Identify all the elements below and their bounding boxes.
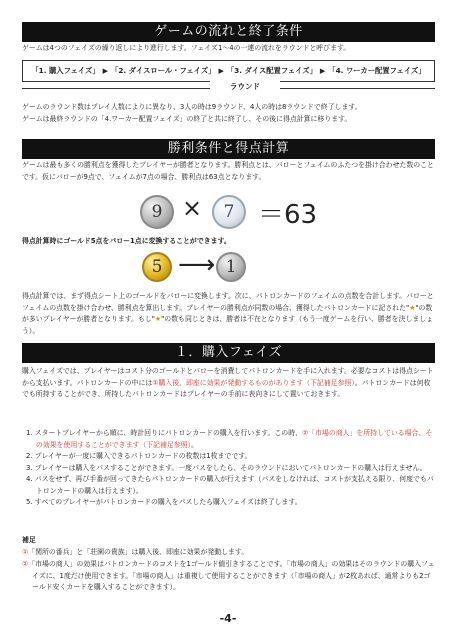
valor-medal-icon	[216, 252, 246, 282]
phase-2-label: 「2. ダイスロール・フェイズ」	[111, 66, 216, 75]
round-line-right	[280, 88, 435, 89]
supplement-2-text: 「市場の商人」の効果はパトロンカードのコストを1ゴールド値引きすることです。「市場の商人」の効果はそのラウンドの購入フェイズに、1度だけ使用できます。「市場の商人」は重複して使用することができます（「市場の商人」が2枚あれば、通常よりも2ゴールド安くカードを購入することができます）。	[28, 560, 435, 591]
fame-wreath-icon	[212, 195, 246, 229]
list-item	[22, 428, 436, 451]
gold-conversion-note: 得点計算時にゴールド5点をバロー1点に変換することができます。	[22, 237, 231, 245]
list-item	[22, 463, 436, 475]
flow-rounds-text: ゲームのラウンド数はプレイ人数によりに異なり、3人の時は9ラウンド、4人の時は8ラウンドで終了します。	[22, 103, 362, 111]
section-title-victory: 勝利条件と得点計算	[22, 139, 435, 159]
flow-end-text: ゲームは最終ラウンドの「4.ワーカー配置フェイズ」の終了と共に終了し、その後に得点計算に移ります。	[22, 115, 352, 123]
arrow-icon: ▶	[218, 67, 224, 75]
purchase-intro-part1: 購入フェイズでは、プレイヤーはコスト分のゴールドとバローを消費してパトロンカードを手に入れます。必要なコストは得点シートから支払います。パトロンカードの中には	[22, 367, 434, 387]
purchase-intro-red: ①購入後、即座に効果が発動するものがあります（下記補足参照）	[152, 378, 355, 387]
list-item	[22, 497, 436, 509]
round-line-left	[22, 88, 212, 89]
purchase-intro	[22, 366, 436, 401]
phase-3-label: 「3. ダイス配置フェイズ」	[226, 66, 317, 75]
list-item	[22, 451, 436, 463]
valor-medal-value: 9	[151, 202, 163, 222]
supplement-2	[22, 559, 436, 594]
multiply-sign: ×	[182, 194, 203, 222]
step-text-red: ②「市場の商人」を所持している場合、その効果を使用することができます（下記補足参照）	[36, 429, 433, 449]
purchase-intro-part2: 。パトロンカードは何枚でも所持することができ、所持したパトロンカードはプレイヤーの手前に表向きにして置いておきます。	[22, 378, 431, 398]
purchase-steps-list	[22, 428, 436, 509]
step-text: 1. スタートプレイヤーから順に、時計回りにパトロンカードの購入を行います。この時、	[26, 429, 302, 437]
supplement-1	[22, 547, 436, 559]
round-label: ラウンド	[210, 81, 280, 93]
phase-1-label: 「1. 購入フェイズ」	[31, 66, 100, 75]
gold-coin-icon	[142, 252, 172, 282]
score-calculation-text	[22, 291, 436, 337]
score-text-part3: "の数も同じときは、勝者は不在となります（もう一度ゲームを行い、勝者を決しましょう）。	[22, 315, 434, 335]
arrow-icon: ▶	[319, 67, 326, 75]
victory-explanation: ゲームは最も多くの勝利点を獲得したプレイヤーが勝者となります。勝利点とは、バローとフェイムのふたつを掛け合わせた数のことです。仮にバローが9点で、フェイムが7点の場合、勝利点は63点となります。	[22, 161, 434, 181]
gold-coin-value: 5	[151, 257, 163, 277]
step-text: 3. プレイヤーは購入をパスすることができます。一度パスをしたら、そのラウンドにおいてパトロンカードの購入は行えません。	[26, 463, 427, 472]
fame-medal-value: 7	[223, 202, 235, 222]
score-result: ＝63	[258, 200, 318, 230]
supplement-1-mark: ①	[22, 548, 29, 556]
arrow-icon: ▶	[102, 67, 109, 75]
supplement-1-text: 「関所の番兵」と「荘園の貴族」は購入後、即座に効果が発動します。	[28, 548, 249, 556]
phase-sequence-box	[22, 60, 435, 82]
step-text: 5. すべてのプレイヤーがパトロンカードの購入をパスしたら購入フェイズは終了します。	[26, 498, 302, 506]
valor-result-value: 1	[225, 257, 237, 277]
phase-4-label: 「4. ワーカー配置フェイズ」	[328, 66, 426, 75]
section-title-purchase: １．購入フェイズ	[22, 343, 435, 363]
conversion-arrow-icon: ⟶	[178, 250, 216, 280]
list-item	[22, 474, 436, 497]
step-text: 4. パスをせず、再び手番が回ってきたらパトロンカードの購入が行えます（パスをしなければ、コストが支払える限り、何度でもパトロンカードの購入は行えます）。	[26, 475, 434, 495]
section-title-flow: ゲームの流れと終了条件	[22, 22, 435, 42]
flow-intro: ゲームは4つのフェイズの繰り返しにより進行します。フェイズ1～4の一連の流れをラウンドと呼びます。	[22, 44, 351, 52]
score-text-part1: 得点計算では、まず得点シート上のゴールドをバローに変換します。次に、パトロンカードのフェイムの点数を合計します。バローとフェイムの点数を掛け合わせ、勝利点を算出します。プレイヤーの勝利点が同数の場合、獲得したパトロンカードに記された"	[22, 292, 434, 312]
valor-medal-icon	[140, 195, 174, 229]
star-icon: ★	[154, 315, 162, 323]
step-text: 2. プレイヤーが一度に購入できるパトロンカードの枚数は1枚までです。	[26, 452, 252, 460]
star-icon: ★	[409, 303, 416, 312]
supplement-heading: 補足	[22, 536, 36, 544]
score-text-part2: "の数が多いプレイヤーが勝者となります。もし"	[22, 303, 433, 323]
step-text-end: 。	[191, 440, 198, 449]
supplement-2-mark: ②	[22, 560, 29, 568]
page-number: -4-	[219, 612, 237, 625]
